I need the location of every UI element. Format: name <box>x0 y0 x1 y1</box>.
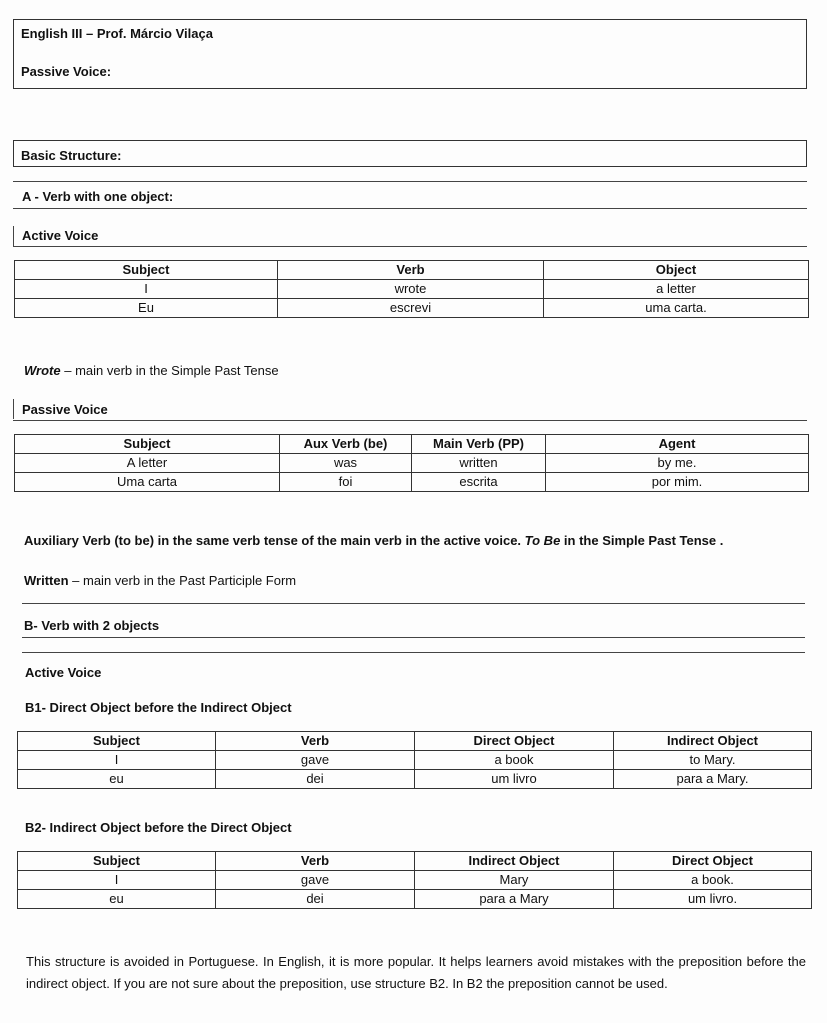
column-header: Subject <box>15 435 280 454</box>
table-cell: um livro. <box>614 890 812 909</box>
label-bar <box>13 399 14 419</box>
divider <box>13 181 807 182</box>
table-cell: para a Mary. <box>614 770 812 789</box>
table-cell: por mim. <box>546 473 809 492</box>
table-cell: eu <box>18 890 216 909</box>
table-cell: a book <box>415 751 614 770</box>
column-header: Object <box>544 261 809 280</box>
table-cell: uma carta. <box>544 299 809 318</box>
table-cell: A letter <box>15 454 280 473</box>
table-header-row <box>15 261 809 280</box>
column-header: Main Verb (PP) <box>412 435 546 454</box>
divider <box>22 652 805 653</box>
closing-paragraph: This structure is avoided in Portuguese. In English, it is more popular. It helps learners avoid mistakes with the preposition before the indirect object. If you are not sure about the preposition, use structure B2. In B2 the preposition cannot be used. <box>26 954 806 991</box>
written-note <box>24 573 296 588</box>
table-cell: dei <box>216 890 415 909</box>
auxiliary-note <box>24 533 723 548</box>
column-header: Subject <box>18 852 216 871</box>
column-header: Verb <box>216 852 415 871</box>
table-cell: escrevi <box>278 299 544 318</box>
table-row <box>18 751 812 770</box>
table-header-row <box>18 732 812 751</box>
section-b-heading: B- Verb with 2 objects <box>24 618 160 633</box>
aux-note-term: To Be <box>524 533 561 548</box>
table-cell: to Mary. <box>614 751 812 770</box>
written-term: Written <box>24 573 69 588</box>
table-cell: Eu <box>15 299 278 318</box>
aux-note-tail: in the Simple Past Tense . <box>560 533 724 548</box>
label-bar <box>13 226 14 246</box>
document-title: English III – Prof. Márcio Vilaça <box>21 26 213 41</box>
column-header: Indirect Object <box>614 732 812 751</box>
aux-note-text: Auxiliary Verb (to be) in the same verb tense of the main verb in the active voice. <box>24 533 525 548</box>
column-header: Subject <box>15 261 278 280</box>
active-voice-table <box>14 260 809 318</box>
b2-table <box>17 851 812 909</box>
column-header: Subject <box>18 732 216 751</box>
table-cell: gave <box>216 751 415 770</box>
table-row <box>15 454 809 473</box>
table-cell: I <box>15 280 278 299</box>
table-cell: para a Mary <box>415 890 614 909</box>
table-cell: a book. <box>614 871 812 890</box>
active-voice-label-b: Active Voice <box>25 665 102 680</box>
table-cell: dei <box>216 770 415 789</box>
document-subtitle: Passive Voice: <box>21 64 112 79</box>
table-cell: gave <box>216 871 415 890</box>
divider <box>22 603 805 604</box>
active-voice-label: Active Voice <box>22 228 99 243</box>
table-row <box>18 770 812 789</box>
basic-structure-label: Basic Structure: <box>21 148 122 163</box>
b1-heading: B1- Direct Object before the Indirect Object <box>25 700 292 715</box>
table-cell: foi <box>280 473 412 492</box>
table-row <box>15 299 809 318</box>
b1-table <box>17 731 812 789</box>
section-a-heading: A - Verb with one object: <box>22 189 174 204</box>
divider <box>13 246 807 247</box>
table-row <box>15 473 809 492</box>
b2-heading: B2- Indirect Object before the Direct Object <box>25 820 292 835</box>
table-cell: I <box>18 751 216 770</box>
table-cell: I <box>18 871 216 890</box>
column-header: Aux Verb (be) <box>280 435 412 454</box>
column-header: Indirect Object <box>415 852 614 871</box>
table-cell: a letter <box>544 280 809 299</box>
table-header-row <box>18 852 812 871</box>
note-term: Wrote <box>24 363 61 378</box>
divider <box>22 637 805 638</box>
table-cell: written <box>412 454 546 473</box>
table-cell: escrita <box>412 473 546 492</box>
table-row <box>18 890 812 909</box>
written-text: – main verb in the Past Participle Form <box>68 573 297 588</box>
divider <box>13 208 807 209</box>
table-row <box>15 280 809 299</box>
table-cell: Uma carta <box>15 473 280 492</box>
divider <box>13 420 807 421</box>
table-cell: eu <box>18 770 216 789</box>
note-text: – main verb in the Simple Past Tense <box>60 363 279 378</box>
basic-structure-box <box>13 140 807 167</box>
table-cell: was <box>280 454 412 473</box>
table-cell: um livro <box>415 770 614 789</box>
passive-voice-table <box>14 434 809 492</box>
passive-voice-label: Passive Voice <box>22 402 108 417</box>
column-header: Agent <box>546 435 809 454</box>
table-cell: wrote <box>278 280 544 299</box>
table-header-row <box>15 435 809 454</box>
column-header: Verb <box>278 261 544 280</box>
wrote-note <box>24 363 279 378</box>
table-cell: Mary <box>415 871 614 890</box>
column-header: Verb <box>216 732 415 751</box>
table-row <box>18 871 812 890</box>
column-header: Direct Object <box>614 852 812 871</box>
column-header: Direct Object <box>415 732 614 751</box>
table-cell: by me. <box>546 454 809 473</box>
